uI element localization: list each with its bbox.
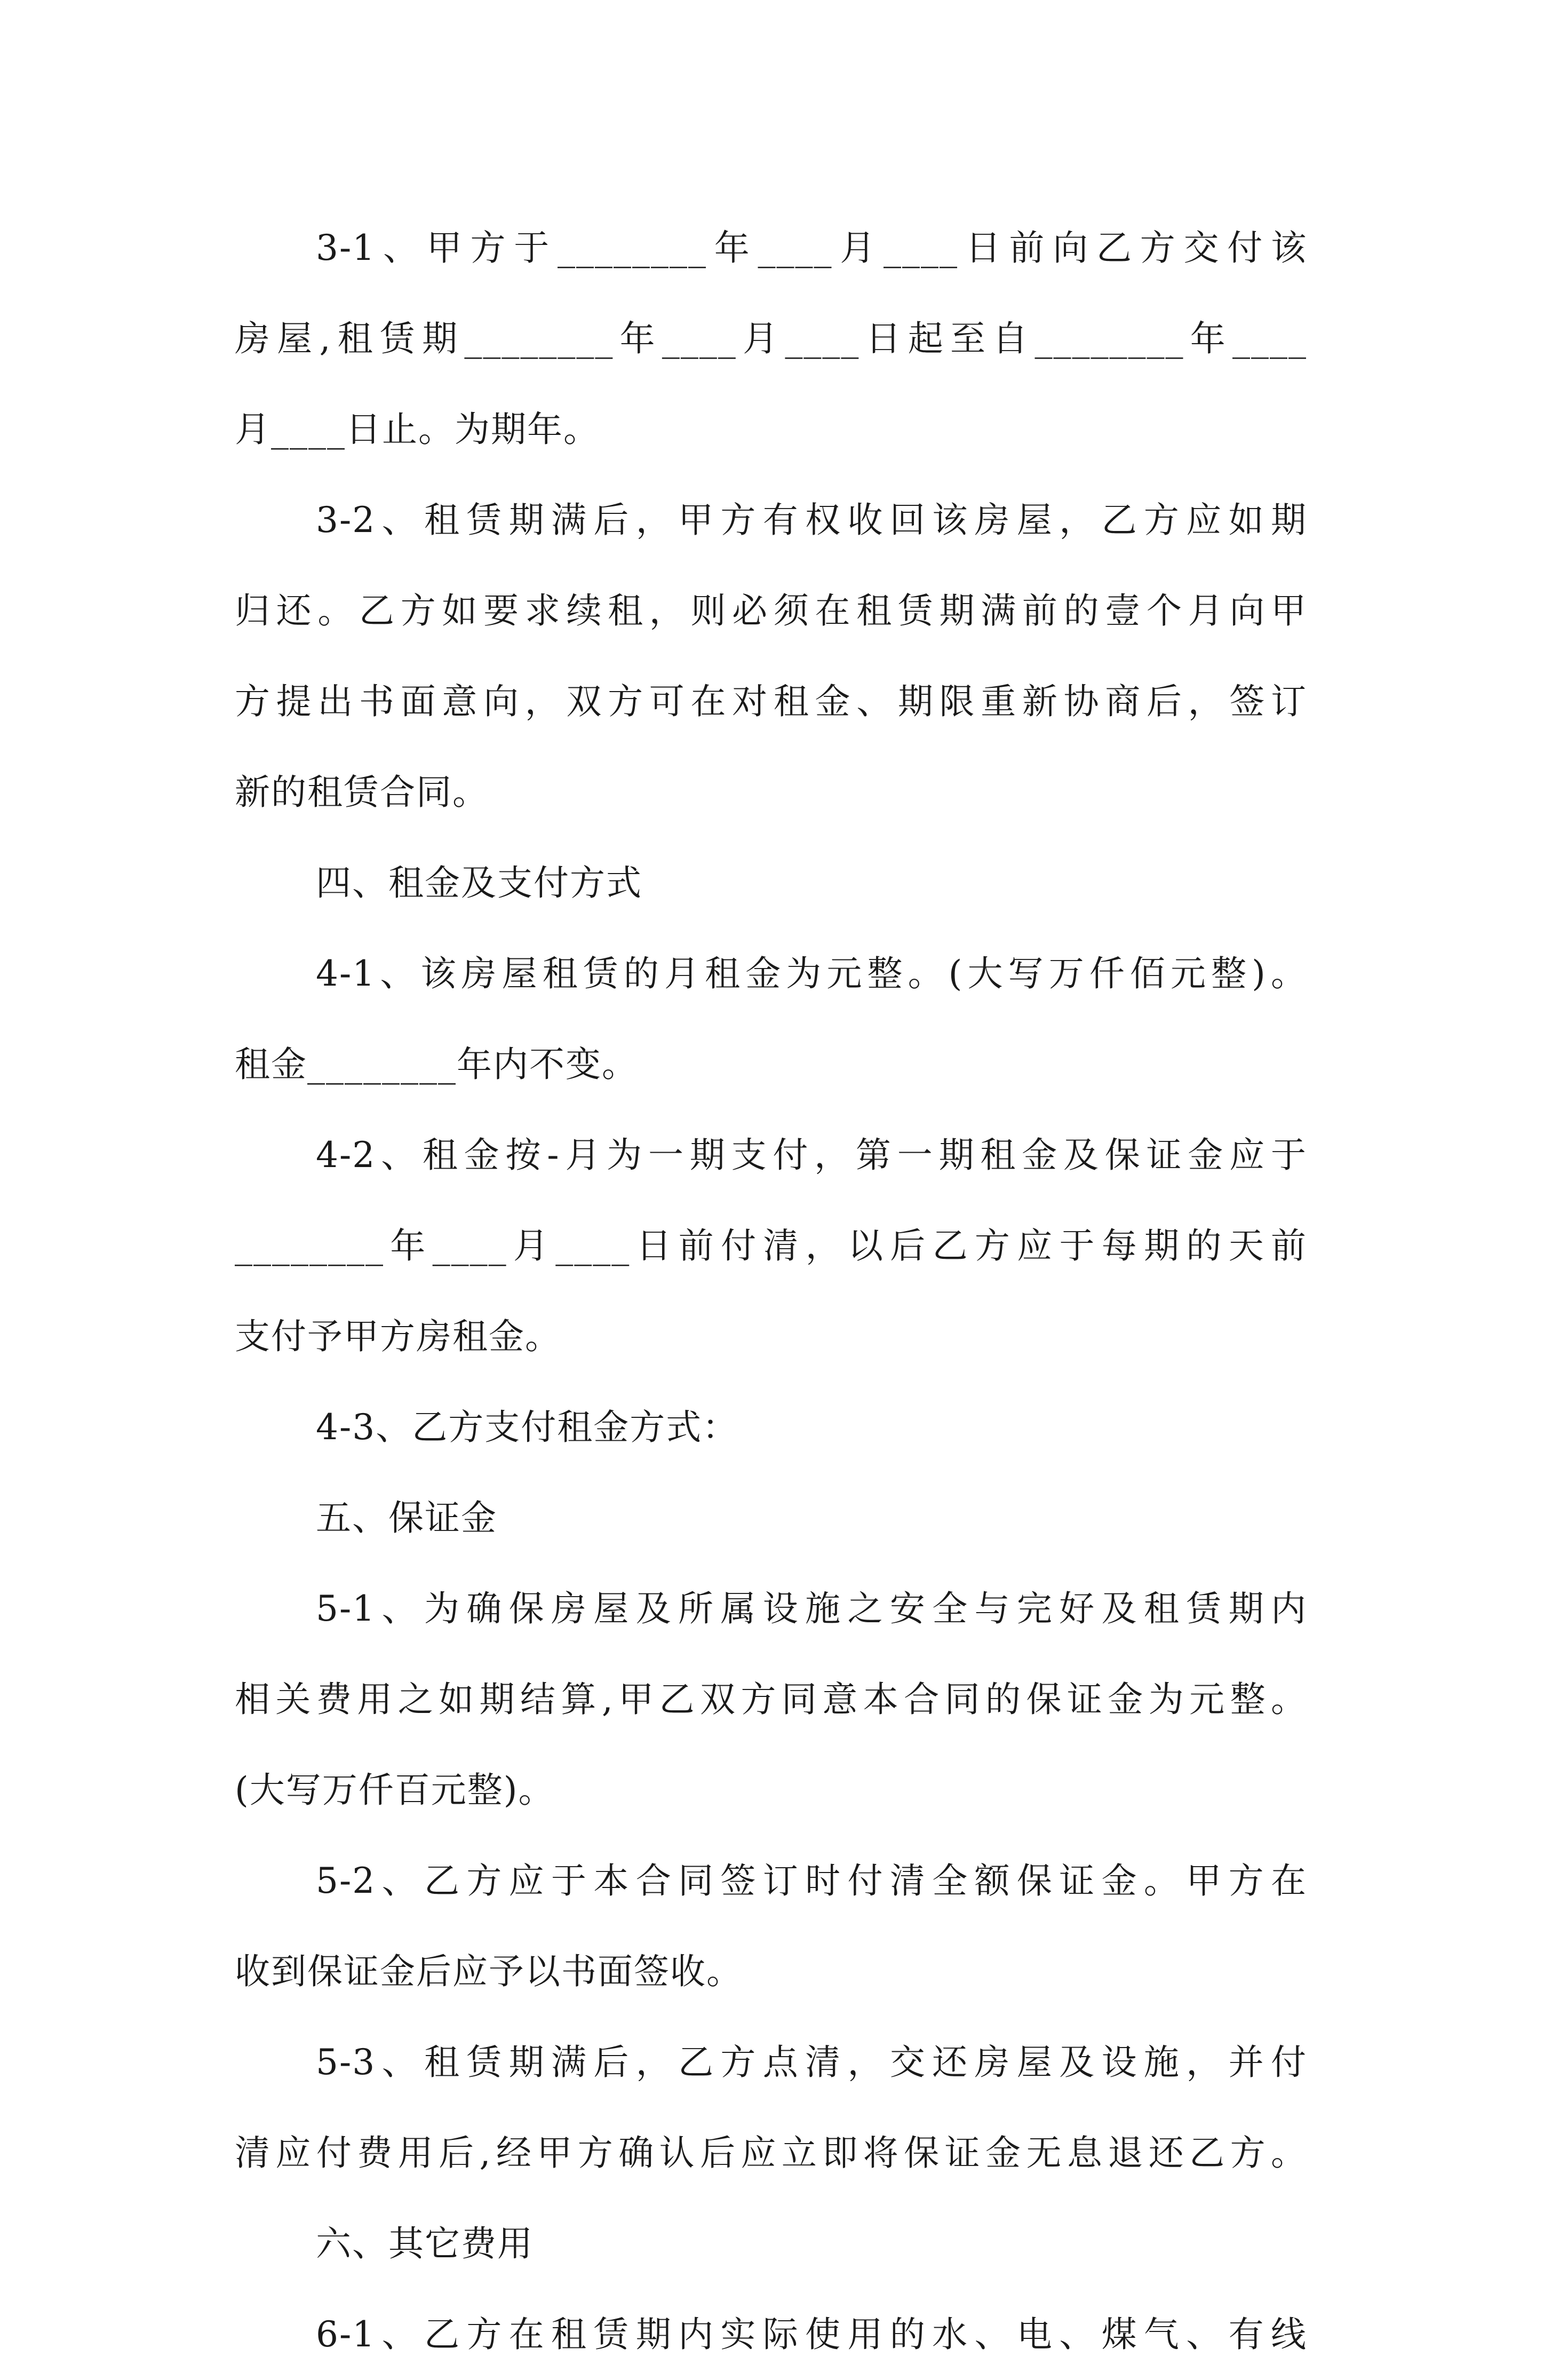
- document-body: [235, 203, 1307, 2380]
- text-line: ________年____月____日前付清，以后乙方应于每期的天前: [235, 1225, 1307, 1266]
- text-line: 4-3、乙方支付租金方式：: [316, 1407, 739, 1448]
- text-line: 相关费用之如期结算,甲乙双方同意本合同的保证金为元整。: [235, 1679, 1307, 1720]
- text-line: 3-1、甲方于________年____月____日前向乙方交付该: [316, 227, 1307, 268]
- text-line: 归还。乙方如要求续租，则必须在租赁期满前的壹个月向甲: [235, 590, 1307, 631]
- section-heading: 四、租金及支付方式: [316, 862, 642, 903]
- text-line: 租金________年内不变。: [235, 1044, 638, 1085]
- text-line: 5-2、乙方应于本合同签订时付清全额保证金。甲方在: [316, 1860, 1307, 1901]
- text-line: 5-1、为确保房屋及所属设施之安全与完好及租赁期内: [316, 1588, 1307, 1629]
- text-line: 5-3、租赁期满后，乙方点清，交还房屋及设施，并付: [316, 2042, 1307, 2083]
- text-line: (大写万仟百元整)。: [235, 1770, 555, 1811]
- text-line: 4-2、租金按-月为一期支付，第一期租金及保证金应于: [316, 1135, 1307, 1176]
- text-line: 支付予甲方房租金。: [235, 1316, 561, 1357]
- section-heading: 五、保证金: [316, 1497, 497, 1538]
- text-line: 6-1、乙方在租赁期内实际使用的水、电、煤气、有线: [316, 2314, 1307, 2355]
- text-line: 方提出书面意向，双方可在对租金、期限重新协商后，签订: [235, 681, 1307, 722]
- text-line: 收到保证金后应予以书面签收。: [235, 1951, 743, 1992]
- text-line: 月____日止。为期年。: [235, 409, 600, 450]
- text-line: 清应付费用后,经甲方确认后应立即将保证金无息退还乙方。: [235, 2132, 1307, 2173]
- text-line: 新的租赁合同。: [235, 772, 489, 813]
- text-line: 3-2、租赁期满后，甲方有权收回该房屋，乙方应如期: [316, 499, 1307, 541]
- text-line: 房屋,租赁期________年____月____日起至自________年____: [235, 318, 1307, 359]
- text-line: 4-1、该房屋租赁的月租金为元整。(大写万仟佰元整)。: [316, 953, 1307, 994]
- section-heading: 六、其它费用: [316, 2223, 534, 2264]
